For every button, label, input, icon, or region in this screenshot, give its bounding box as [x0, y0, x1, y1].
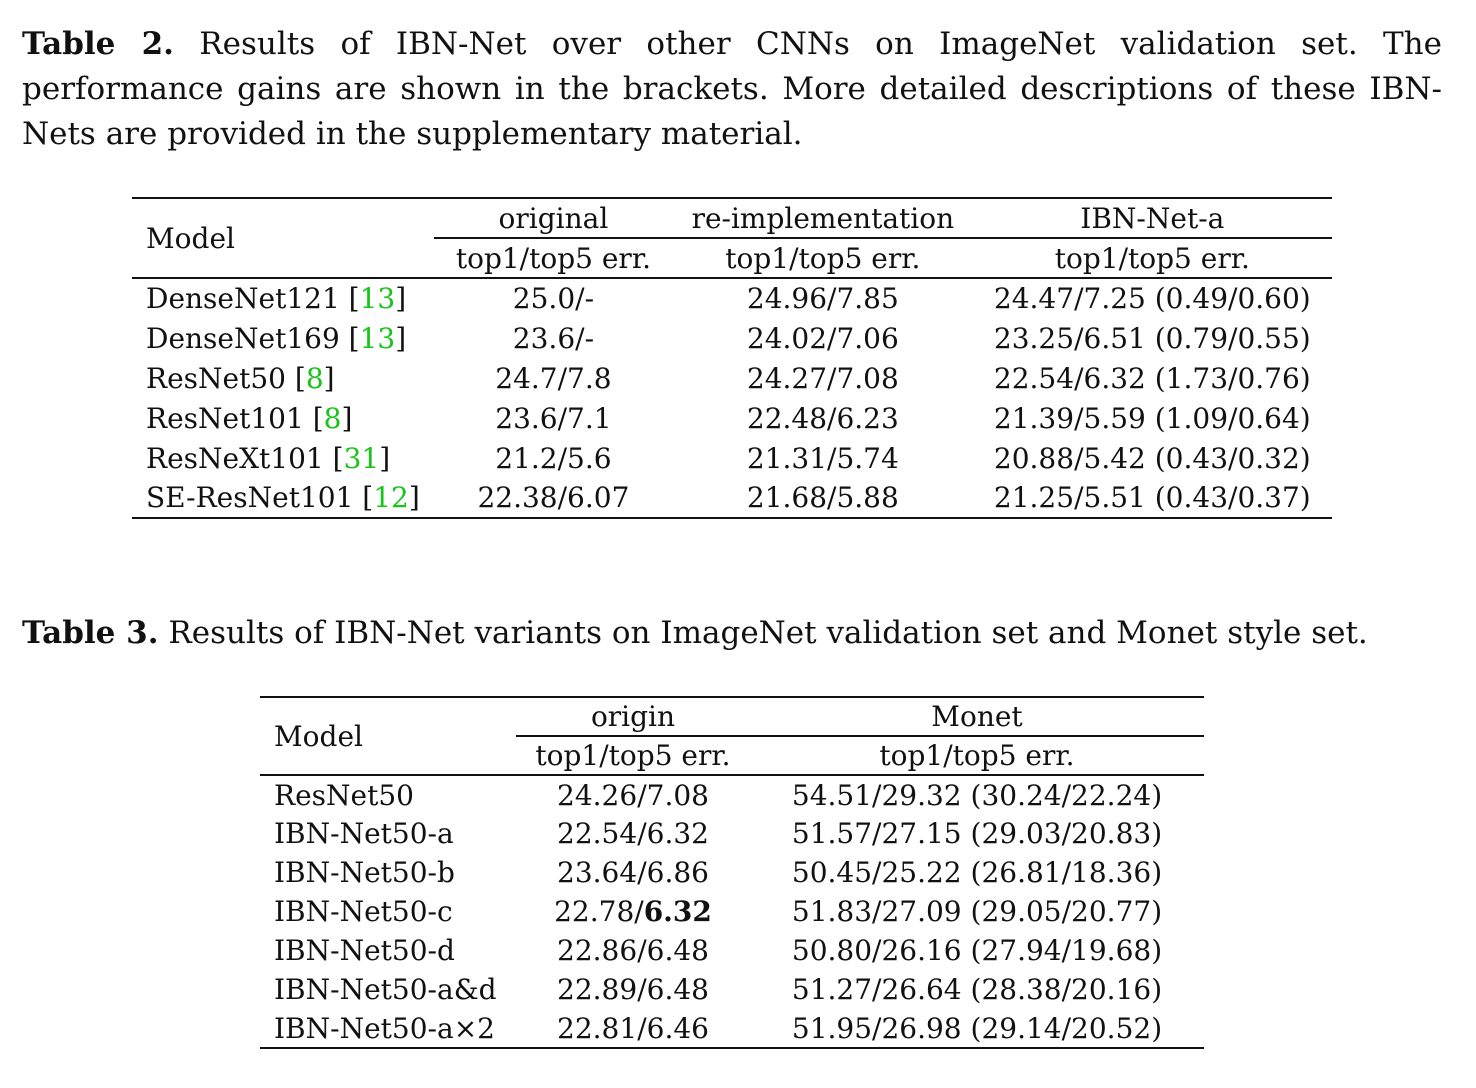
- table-row: [260, 853, 1204, 892]
- model-cell: IBN-Net50-a: [274, 817, 454, 850]
- citation-link[interactable]: 8: [305, 361, 324, 395]
- table-row: [260, 892, 1204, 931]
- reimplementation-cell: 21.68/5.88: [673, 478, 973, 518]
- model-cell: ResNet101 [8]: [146, 401, 353, 435]
- model-cell: DenseNet121 [13]: [146, 282, 407, 315]
- table2-caption-label: Table 2.: [22, 26, 174, 62]
- table2-header-reimplementation: re-implementation: [673, 198, 973, 238]
- monet-cell: 51.83/27.09 (29.05/20.77): [791, 895, 1163, 928]
- table2: [132, 197, 1332, 519]
- origin-cell: 22.86/6.48: [557, 934, 709, 967]
- table3-header-model: Model: [260, 697, 516, 775]
- reimplementation-cell: 21.31/5.74: [746, 441, 899, 475]
- origin-cell: 22.89/6.48: [557, 973, 709, 1006]
- table-row: [132, 278, 1332, 318]
- origin-cell: 22.81/6.46: [516, 1009, 750, 1048]
- citation-link[interactable]: 12: [373, 481, 409, 514]
- table-row: [260, 814, 1204, 853]
- reimplementation-cell: 24.96/7.85: [746, 282, 899, 315]
- monet-cell: 51.95/26.98 (29.14/20.52): [750, 1009, 1204, 1048]
- original-cell: 23.6/7.1: [495, 401, 612, 435]
- table-row: [132, 358, 1332, 398]
- original-cell: 25.0/-: [512, 282, 595, 315]
- table-row: [260, 775, 1204, 814]
- model-cell: SE-ResNet101 [12]: [132, 478, 434, 518]
- origin-cell: 23.64/6.86: [557, 856, 709, 889]
- model-cell: IBN-Net50-b: [274, 856, 455, 889]
- monet-cell: 50.80/26.16 (27.94/19.68): [791, 934, 1163, 967]
- table3-subheader-origin: top1/top5 err.: [516, 736, 750, 775]
- table-row: [260, 1009, 1204, 1048]
- table3-caption-label: Table 3.: [22, 615, 159, 651]
- monet-cell: 51.27/26.64 (28.38/20.16): [791, 973, 1163, 1006]
- original-cell: 22.38/6.07: [434, 478, 673, 518]
- table-row: [132, 318, 1332, 358]
- citation-link[interactable]: 8: [323, 401, 342, 435]
- citation-link[interactable]: 13: [359, 282, 396, 315]
- ibn-net-a-cell: 23.25/6.51 (0.79/0.55): [993, 321, 1311, 355]
- table-row: [260, 970, 1204, 1009]
- model-cell: ResNet50: [274, 778, 414, 812]
- table2-header-model: Model: [132, 198, 434, 278]
- reimplementation-cell: 22.48/6.23: [746, 401, 899, 435]
- table3-header-row: [260, 697, 1204, 736]
- model-cell: ResNet50 [8]: [146, 361, 335, 395]
- original-cell: 23.6/-: [512, 321, 595, 355]
- table2-header-row: [132, 198, 1332, 238]
- table2-header-original: original: [434, 198, 673, 238]
- table-row: [260, 931, 1204, 970]
- table3-header-origin: origin: [516, 697, 750, 736]
- reimplementation-cell: 24.02/7.06: [746, 321, 899, 355]
- ibn-net-a-cell: 22.54/6.32 (1.73/0.76): [993, 361, 1311, 395]
- table2-subheader-ibn-net-a: top1/top5 err.: [973, 238, 1332, 278]
- table2-subheader-reimplementation: top1/top5 err.: [673, 238, 973, 278]
- model-cell: IBN-Net50-c: [274, 895, 453, 928]
- table-row: [132, 478, 1332, 518]
- origin-cell: 24.26/7.08: [557, 778, 709, 812]
- model-cell: DenseNet169 [13]: [146, 321, 407, 355]
- citation-link[interactable]: 31: [343, 441, 380, 475]
- origin-cell: 22.78/6.32: [554, 895, 712, 928]
- model-cell: IBN-Net50-d: [274, 934, 455, 967]
- origin-cell: 22.54/6.32: [557, 817, 709, 850]
- table-row: [132, 438, 1332, 478]
- table2-subheader-original: top1/top5 err.: [434, 238, 673, 278]
- monet-cell: 50.45/25.22 (26.81/18.36): [791, 856, 1163, 889]
- ibn-net-a-cell: 21.25/5.51 (0.43/0.37): [973, 478, 1332, 518]
- ibn-net-a-cell: 21.39/5.59 (1.09/0.64): [993, 401, 1311, 435]
- table2-header-ibn-net-a: IBN-Net-a: [973, 198, 1332, 238]
- model-cell: ResNeXt101 [31]: [146, 441, 391, 475]
- monet-cell: 54.51/29.32 (30.24/22.24): [791, 778, 1163, 812]
- table-row: [132, 398, 1332, 438]
- table3-header-monet: Monet: [750, 697, 1204, 736]
- table3-caption: [22, 611, 1442, 656]
- model-cell: IBN-Net50-a×2: [260, 1009, 516, 1048]
- citation-link[interactable]: 13: [359, 321, 396, 355]
- table3: [260, 696, 1204, 1049]
- monet-cell: 51.57/27.15 (29.03/20.83): [791, 817, 1163, 850]
- original-cell: 21.2/5.6: [495, 441, 612, 475]
- original-cell: 24.7/7.8: [495, 361, 612, 395]
- table3-subheader-monet: top1/top5 err.: [750, 736, 1204, 775]
- table2-caption-text: Results of IBN-Net over other CNNs on ImageNet validation set. The performance gains are shown in the brackets. More detailed descriptions of these IBN-Nets are provided in the supplementary material.: [22, 26, 1442, 152]
- table2-caption: [22, 22, 1442, 157]
- reimplementation-cell: 24.27/7.08: [746, 361, 899, 395]
- ibn-net-a-cell: 24.47/7.25 (0.49/0.60): [993, 282, 1311, 315]
- model-cell: IBN-Net50-a&d: [274, 973, 497, 1006]
- table3-caption-text: Results of IBN-Net variants on ImageNet validation set and Monet style set.: [168, 615, 1368, 651]
- ibn-net-a-cell: 20.88/5.42 (0.43/0.32): [993, 441, 1311, 475]
